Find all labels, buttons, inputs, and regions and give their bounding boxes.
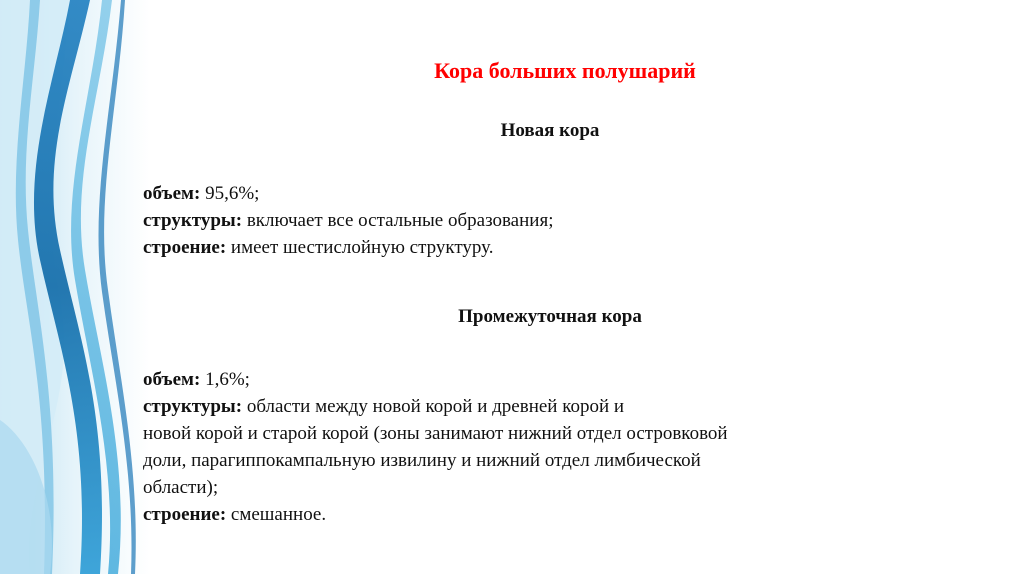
line-text: смешанное. bbox=[226, 504, 327, 525]
line-text: доли, парагиппокампальную извилину и нижний отдел лимбической bbox=[143, 450, 701, 471]
line-label: объем: bbox=[143, 183, 201, 204]
neocortex-structures-line bbox=[143, 207, 973, 234]
section-heading-neocortex: Новая кора bbox=[500, 120, 600, 141]
line-text: 1,6%; bbox=[200, 369, 250, 390]
line-label: строение: bbox=[143, 237, 227, 258]
line-text: 95,6%; bbox=[200, 183, 260, 204]
line-text: имеет шестислойную структуру. bbox=[226, 237, 494, 258]
mesocortex-body bbox=[143, 366, 973, 528]
line-text: новой корой и старой корой (зоны занимают нижний отдел островковой bbox=[143, 423, 728, 444]
mesocortex-structures-line bbox=[143, 393, 973, 420]
line-text: области между новой корой и древней корой и bbox=[242, 396, 625, 417]
line-label: структуры: bbox=[143, 396, 243, 417]
mesocortex-continuation-line bbox=[143, 420, 973, 447]
line-text: включает все остальные образования; bbox=[242, 210, 554, 231]
line-label: строение: bbox=[143, 504, 227, 525]
section-heading-mesocortex: Промежуточная кора bbox=[458, 306, 642, 327]
mesocortex-continuation-line bbox=[143, 447, 973, 474]
mesocortex-structure-line bbox=[143, 501, 973, 528]
line-label: объем: bbox=[143, 369, 201, 390]
neocortex-structure-line bbox=[143, 234, 973, 261]
line-label: структуры: bbox=[143, 210, 243, 231]
neocortex-volume-line bbox=[143, 180, 973, 207]
mesocortex-volume-line bbox=[143, 366, 973, 393]
neocortex-body bbox=[143, 180, 973, 261]
slide-title: Кора больших полушарий bbox=[434, 58, 696, 83]
mesocortex-continuation-line bbox=[143, 474, 973, 501]
line-text: области); bbox=[143, 477, 219, 498]
